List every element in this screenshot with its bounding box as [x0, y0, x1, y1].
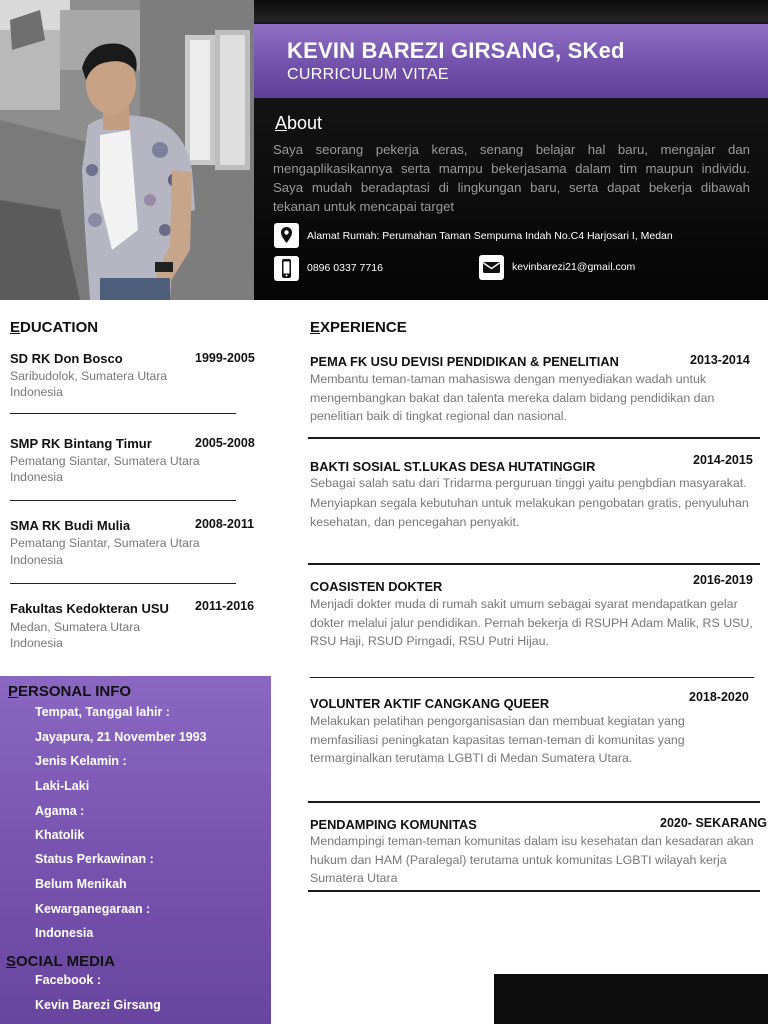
education-place: Saribudolok, Sumatera Utara: [10, 369, 168, 383]
location-icon: [274, 223, 299, 248]
about-heading: [275, 113, 322, 134]
experience-heading: [310, 319, 407, 336]
personal-info-label: Jenis Kelamin :: [35, 754, 127, 768]
education-divider: [10, 583, 236, 584]
experience-description: Menjadi dokter muda di rumah sakit umum sebagai syarat mendapatkan gelar dokter melalui jalur pendidikan. Pernah bekerja di RSUPH Adam Malik, RS USU, RSU Haji, RSUD Pirngadi, RSU Putri Hijau.: [310, 597, 753, 648]
personal-info-label: Status Perkawinan :: [35, 852, 154, 866]
experience-title: PEMA FK USU DEVISI PENDIDIKAN & PENELITIAN: [310, 354, 619, 369]
experience-divider: [310, 677, 754, 678]
education-school: SMA RK Budi Mulia: [10, 518, 131, 533]
education-school: SD RK Don Bosco: [10, 351, 123, 366]
education-divider: [10, 500, 236, 501]
experience-description: Membantu teman-taman mahasiswa dengan menyediakan wadah untuk mengembangkan bakat dan talenta mereka dalam bidang pendidikan dan penelitian baik di tingkat regional dan nasional.: [310, 372, 715, 423]
personal-info-heading-rest: ERSONAL INFO: [18, 683, 132, 700]
profile-photo: [0, 0, 254, 300]
experience-divider: [308, 890, 760, 892]
social-media-heading-rest: OCIAL MEDIA: [16, 953, 115, 970]
personal-info-label: Kewarganegaraan :: [35, 902, 151, 916]
experience-divider: [308, 563, 760, 565]
social-media-heading: [6, 953, 115, 970]
experience-description: Mendampingi teman-teman komunitas dalam isu kesehatan dan kesadaran akan hukum dan HAM (Paralegal) terutama untuk komunitas LGBTI wilayah kerja Sumatera Utara: [310, 834, 754, 885]
education-place: Medan, Sumatera Utara: [10, 620, 141, 634]
education-country: Indonesia: [10, 636, 63, 650]
education-heading-initial: E: [10, 319, 21, 336]
experience-title: VOLUNTER AKTIF CANGKANG QUEER: [310, 696, 550, 711]
experience-years: 2014-2015: [693, 453, 753, 467]
personal-info-value: Jayapura, 21 November 1993: [35, 730, 207, 744]
education-country: Indonesia: [10, 470, 63, 484]
education-place: Pematang Siantar, Sumatera Utara: [10, 536, 200, 550]
about-heading-initial: A: [275, 113, 288, 133]
education-country: Indonesia: [10, 553, 63, 567]
email-icon: [479, 255, 504, 280]
experience-heading-rest: XPERIENCE: [320, 319, 407, 336]
education-divider: [10, 413, 236, 414]
experience-description: Melakukan pelatihan pengorganisasian dan membuat kegiatan yang memfasiliasi peningkatan kapasitas teman-teman di komunitas yang termarginalkan terutama LGBTI di Medan Sumatera Utara.: [310, 714, 685, 765]
personal-info-value: Indonesia: [35, 926, 94, 940]
social-media-value[interactable]: Kevin Barezi Girsang: [35, 998, 161, 1012]
candidate-name: KEVIN BAREZI GIRSANG, SKed: [287, 38, 625, 63]
personal-info-value: Belum Menikah: [35, 877, 127, 891]
experience-years: 2016-2019: [693, 573, 753, 587]
education-years: 1999-2005: [195, 351, 255, 365]
experience-years: 2020- SEKARANG: [660, 816, 767, 830]
profile-photo-illustration: [0, 0, 254, 300]
about-text: Saya seorang pekerja keras, senang belajar hal baru, mengajar dan mengaplikasikannya serta mampu bekerjasama dalam tim maupun individu. Saya mudah beradaptasi di lingkungan baru, serta dapat bekerja dibawah tekanan untuk mencapai target: [273, 142, 750, 214]
experience-divider: [308, 801, 760, 803]
personal-info-panel: [0, 676, 271, 1024]
personal-info-label: Agama :: [35, 804, 85, 818]
experience-description: Sebagai salah satu dari Tridarma perguruan tinggi yaitu pengbdian masyarakat. Menyiapkan segala kebutuhan untuk melakukan pengobatan gratis, penyuluhan kesehatan, dan pencegahan penyakit.: [310, 476, 749, 529]
social-media-heading-initial: S: [6, 953, 17, 970]
education-years: 2008-2011: [195, 517, 255, 531]
address-text: Alamat Rumah: Perumahan Taman Sempurna Indah No.C4 Harjosari I, Medan: [307, 230, 673, 242]
social-media-label: Facebook :: [35, 973, 101, 987]
document-subtitle: CURRICULUM VITAE: [287, 66, 449, 83]
phone-text: 0896 0337 7716: [307, 262, 383, 274]
personal-info-heading-initial: P: [8, 683, 19, 700]
experience-years: 2013-2014: [690, 353, 750, 367]
personal-info-value: Laki-Laki: [35, 779, 90, 793]
education-heading: [10, 319, 98, 336]
education-heading-rest: DUCATION: [20, 319, 99, 336]
personal-info-heading: [8, 683, 131, 700]
education-years: 2005-2008: [195, 436, 255, 450]
education-school: SMP RK Bintang Timur: [10, 436, 152, 451]
education-place: Pematang Siantar, Sumatera Utara: [10, 454, 200, 468]
education-years: 2011-2016: [195, 599, 255, 613]
education-country: Indonesia: [10, 385, 63, 399]
header-top-strip: [254, 0, 768, 22]
education-school: Fakultas Kedokteran USU: [10, 601, 169, 616]
experience-title: PENDAMPING KOMUNITAS: [310, 817, 477, 832]
experience-title: COASISTEN DOKTER: [310, 579, 443, 594]
experience-divider: [308, 437, 760, 439]
footer-block: [494, 974, 768, 1024]
email-text: kevinbarezi21@gmail.com: [512, 261, 636, 273]
experience-years: 2018-2020: [689, 690, 749, 704]
experience-title: BAKTI SOSIAL ST.LUKAS DESA HUTATINGGIR: [310, 459, 596, 474]
about-heading-rest: bout: [287, 113, 323, 133]
personal-info-label: Tempat, Tanggal lahir :: [35, 705, 170, 719]
phone-icon: [274, 256, 299, 281]
experience-heading-initial: E: [310, 319, 321, 336]
personal-info-value: Khatolik: [35, 828, 85, 842]
